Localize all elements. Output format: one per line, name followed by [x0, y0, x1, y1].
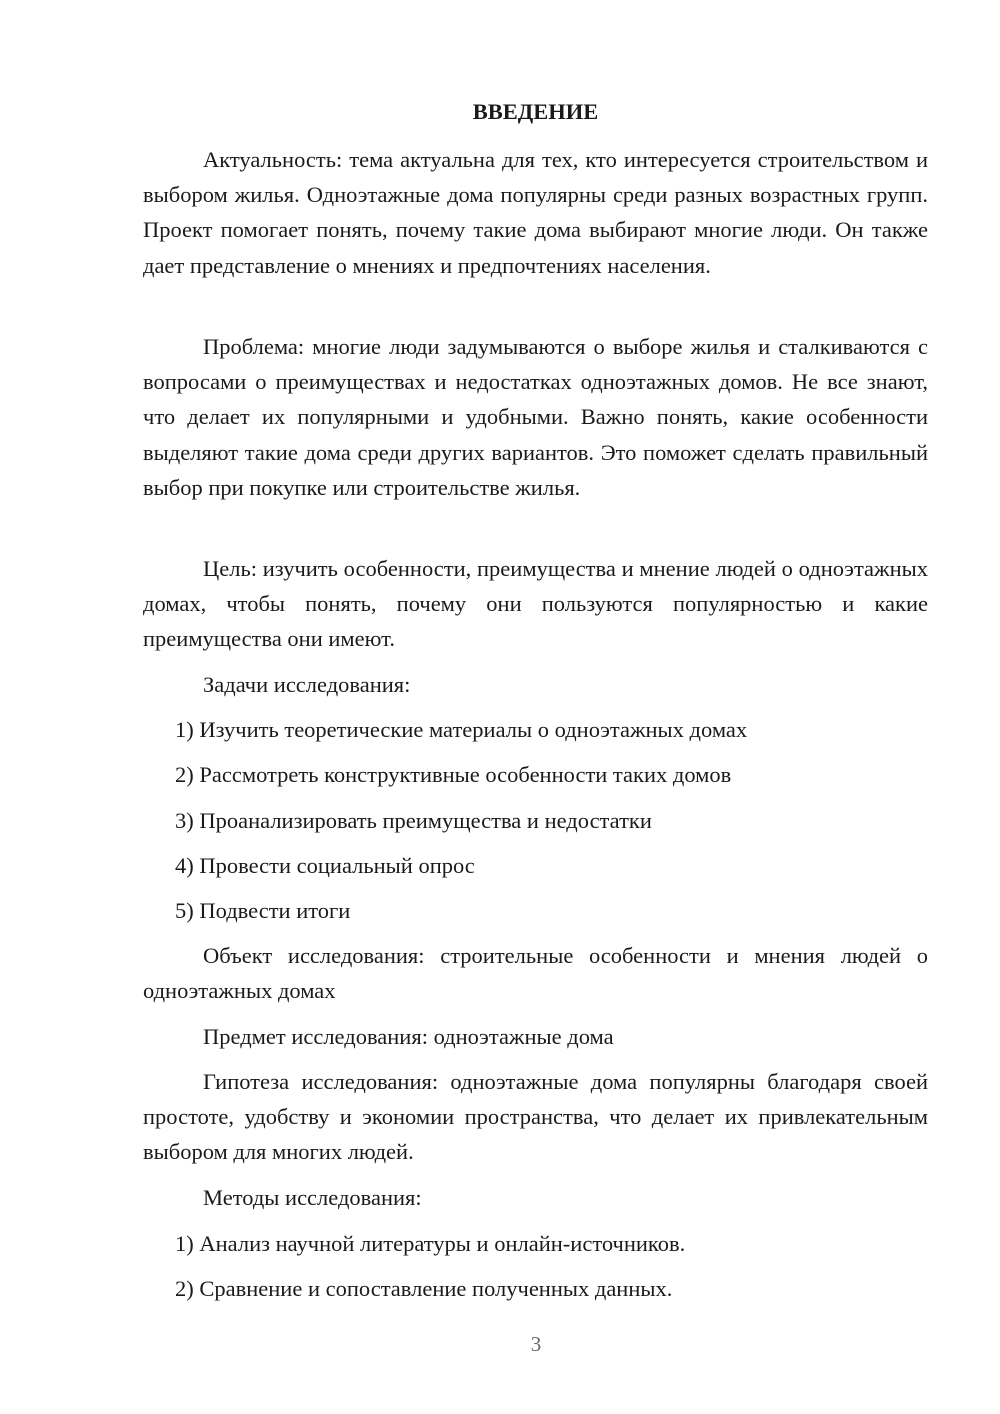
subject-paragraph: Предмет исследования: одноэтажные дома — [203, 1024, 614, 1049]
object-paragraph: Объект исследования: строительные особенности и мнения людей о одноэтажных домах — [143, 943, 928, 1004]
tasks-heading: Задачи исследования: — [203, 672, 411, 697]
problem-paragraph: Проблема: многие люди задумываются о выборе жилья и сталкиваются с вопросами о преимуществах и недостатках одноэтажных домов. Не все знают, что делает их популярными и удобными. Важно понять, какие особенности выделяют такие дома среди других вариантов. Это поможет сделать правильный выбор при покупке или строительстве жилья. — [143, 334, 928, 500]
method-item: 2) Сравнение и сопоставление полученных данных. — [175, 1276, 673, 1301]
goal-paragraph: Цель: изучить особенности, преимущества и мнение людей о одноэтажных домах, чтобы понять, почему они пользуются популярностью и какие преимущества они имеют. — [143, 556, 928, 652]
hypothesis-paragraph: Гипотеза исследования: одноэтажные дома популярны благодаря своей простоте, удобству и экономии пространства, что делает их привлекательным выбором для многих людей. — [143, 1069, 928, 1165]
page-title: ВВЕДЕНИЕ — [472, 99, 599, 124]
methods-heading: Методы исследования: — [203, 1185, 422, 1210]
task-item: 3) Проанализировать преимущества и недостатки — [175, 808, 652, 833]
task-item: 2) Рассмотреть конструктивные особенности таких домов — [175, 762, 732, 787]
method-item: 1) Анализ научной литературы и онлайн-источников. — [175, 1231, 686, 1256]
task-item: 1) Изучить теоретические материалы о одноэтажных домах — [175, 717, 748, 742]
task-item: 5) Подвести итоги — [175, 898, 351, 923]
task-item: 4) Провести социальный опрос — [175, 853, 475, 878]
relevance-paragraph: Актуальность: тема актуальна для тех, кто интересуется строительством и выбором жилья. Одноэтажные дома популярны среди разных возрастных групп. Проект помогает понять, почему такие дома выбирают многие люди. Он также дает представление о мнениях и предпочтениях населения. — [143, 147, 928, 278]
page-number: 3 — [530, 1332, 542, 1356]
